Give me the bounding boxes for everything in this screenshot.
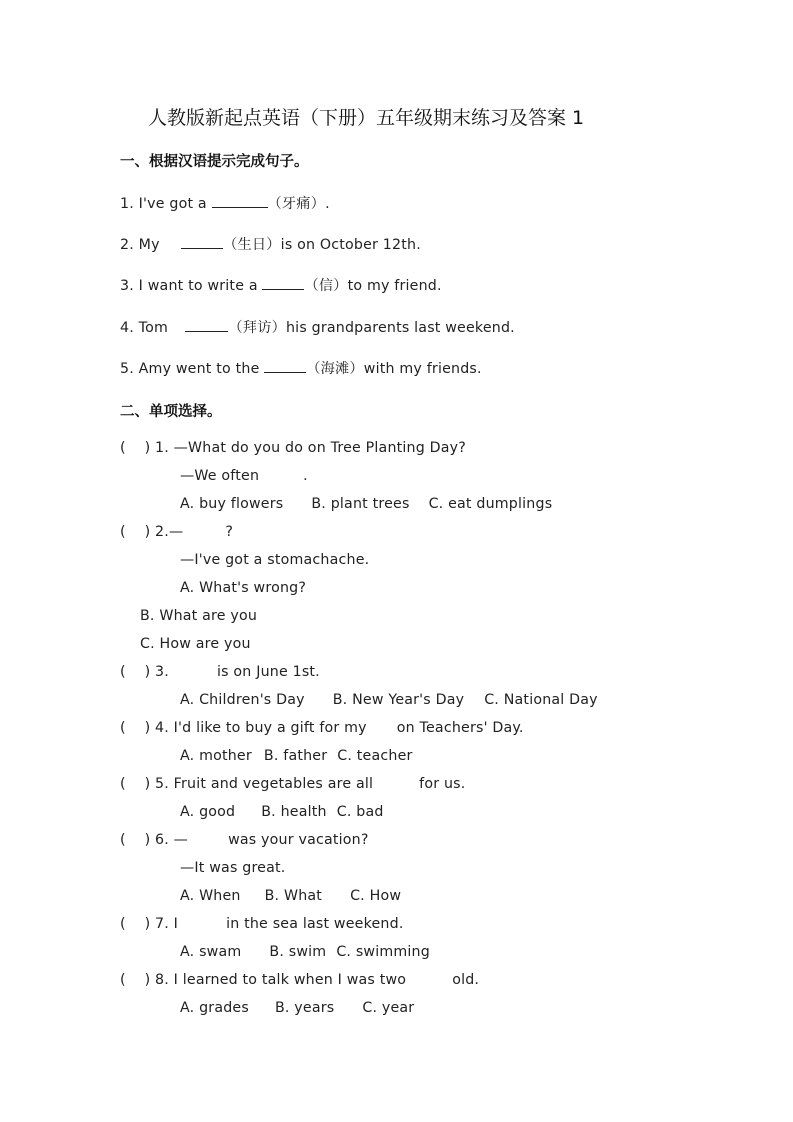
chinese-hint: （海滩） xyxy=(306,361,364,377)
question-2-stem xyxy=(120,523,233,541)
option-a[interactable]: A. mother xyxy=(180,748,252,764)
question-4-stem xyxy=(120,719,524,737)
item-text-end: with my friends. xyxy=(363,361,482,377)
fill-item-4 xyxy=(120,317,515,337)
question-4-options xyxy=(180,747,413,765)
option-b[interactable]: B. What xyxy=(264,888,323,904)
question-7-stem xyxy=(120,915,404,933)
question-6-stem xyxy=(120,831,369,849)
fill-item-1 xyxy=(120,193,330,213)
chinese-hint: （牙痛）. xyxy=(267,196,330,212)
stem-end: for us. xyxy=(419,776,466,792)
chinese-hint: （信） xyxy=(304,278,348,294)
item-text-end: is on October 12th. xyxy=(280,237,421,253)
item-text: 5. Amy went to the xyxy=(120,361,265,377)
stem-end: is on June 1st. xyxy=(216,664,320,680)
option-b[interactable]: B. swim xyxy=(269,944,327,960)
question-8-stem xyxy=(120,971,479,989)
option-b[interactable]: B. father xyxy=(263,748,328,764)
option-c[interactable]: C. How are you xyxy=(140,636,251,652)
section-1-heading: 一、根据汉语提示完成句子。 xyxy=(120,154,309,170)
option-a[interactable]: A. swam xyxy=(180,944,242,960)
question-6-reply: —It was great. xyxy=(180,860,286,876)
document-title: 人教版新起点英语（下册）五年级期末练习及答案 1 xyxy=(148,107,585,129)
reply-end: . xyxy=(303,468,308,484)
option-c[interactable]: C. bad xyxy=(336,804,384,820)
answer-blank[interactable] xyxy=(185,317,228,332)
item-text: 4. Tom xyxy=(120,320,178,336)
option-c[interactable]: C. swimming xyxy=(336,944,430,960)
option-b[interactable]: B. health xyxy=(261,804,327,820)
option-c[interactable]: C. teacher xyxy=(337,748,413,764)
answer-blank[interactable] xyxy=(212,193,268,208)
question-2-reply: —I've got a stomachache. xyxy=(180,552,370,568)
answer-blank[interactable] xyxy=(262,275,304,290)
answer-blank[interactable] xyxy=(264,358,306,373)
chinese-hint: （拜访） xyxy=(228,320,286,336)
stem-text: ( ) 4. I'd like to buy a gift for my xyxy=(120,720,367,736)
stem-text: ( ) 2.— xyxy=(120,524,184,540)
option-b[interactable]: B. plant trees xyxy=(311,496,410,512)
option-a[interactable]: A. grades xyxy=(180,1000,249,1016)
fill-item-2 xyxy=(120,234,421,254)
section-2-heading: 二、单项选择。 xyxy=(120,404,222,420)
option-c[interactable]: C. year xyxy=(362,1000,415,1016)
reply-text: —We often xyxy=(180,468,260,484)
stem-end: in the sea last weekend. xyxy=(226,916,404,932)
option-b[interactable]: B. What are you xyxy=(140,608,258,624)
option-c[interactable]: C. eat dumplings xyxy=(428,496,553,512)
item-text: 2. My xyxy=(120,237,170,253)
item-text-end: to my friend. xyxy=(347,278,442,294)
question-1-stem: ( ) 1. —What do you do on Tree Planting Day? xyxy=(120,440,466,456)
option-a[interactable]: A. buy flowers xyxy=(180,496,284,512)
question-7-options xyxy=(180,943,430,961)
option-a[interactable]: A. What's wrong? xyxy=(180,580,307,596)
question-3-options xyxy=(180,691,598,709)
question-5-options xyxy=(180,803,384,821)
question-8-options xyxy=(180,999,414,1017)
question-6-options xyxy=(180,887,401,905)
question-3-stem xyxy=(120,663,320,681)
option-b[interactable]: B. years xyxy=(274,1000,335,1016)
question-1-reply xyxy=(180,467,308,485)
answer-blank[interactable] xyxy=(181,234,223,249)
stem-end: old. xyxy=(452,972,480,988)
stem-end: on Teachers' Day. xyxy=(396,720,524,736)
option-a[interactable]: A. Children's Day xyxy=(180,692,305,708)
chinese-hint: （生日） xyxy=(223,237,281,253)
item-text: 3. I want to write a xyxy=(120,278,263,294)
stem-text: ( ) 7. I xyxy=(120,916,179,932)
stem-end: ? xyxy=(225,524,234,540)
stem-end: was your vacation? xyxy=(228,832,369,848)
item-text-end: his grandparents last weekend. xyxy=(285,320,515,336)
stem-text: ( ) 3. xyxy=(120,664,169,680)
item-text: 1. I've got a xyxy=(120,196,212,212)
option-c[interactable]: C. National Day xyxy=(484,692,598,708)
option-b[interactable]: B. New Year's Day xyxy=(332,692,465,708)
fill-item-3 xyxy=(120,275,442,295)
option-c[interactable]: C. How xyxy=(350,888,402,904)
question-1-options xyxy=(180,495,552,513)
fill-item-5 xyxy=(120,358,482,378)
stem-text: ( ) 8. I learned to talk when I was two xyxy=(120,972,407,988)
stem-text: ( ) 6. — xyxy=(120,832,189,848)
option-a[interactable]: A. When xyxy=(180,888,241,904)
stem-text: ( ) 5. Fruit and vegetables are all xyxy=(120,776,374,792)
question-5-stem xyxy=(120,775,465,793)
option-a[interactable]: A. good xyxy=(180,804,236,820)
